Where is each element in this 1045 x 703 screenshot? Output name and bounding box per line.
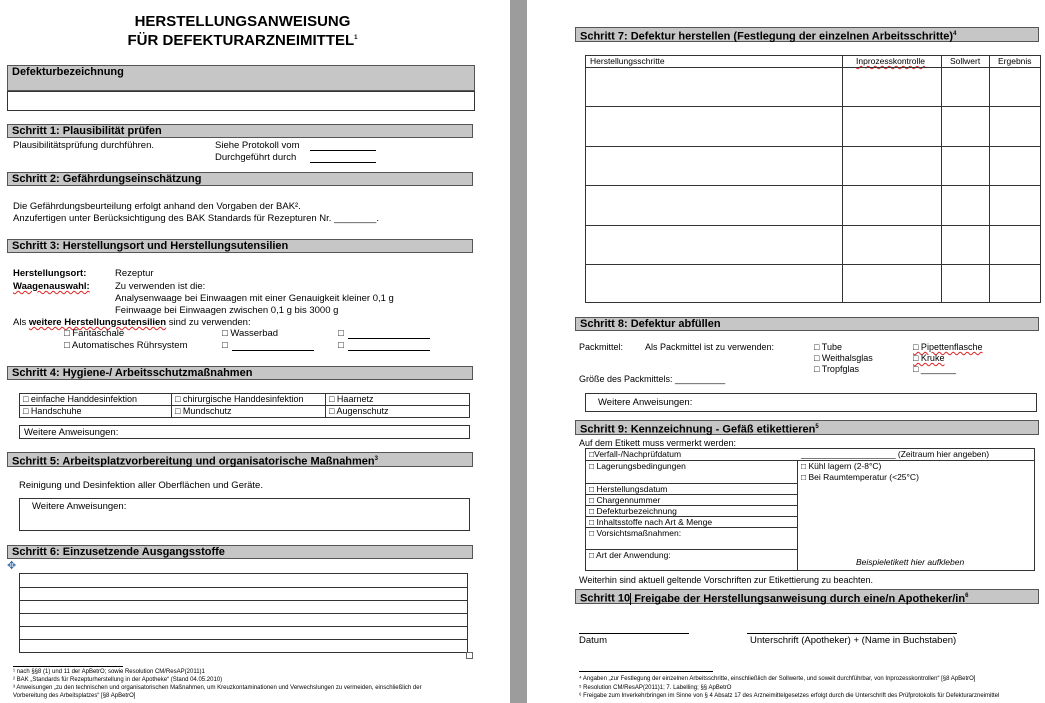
document-page-left — [0, 0, 510, 703]
checkbox-fantaschale[interactable]: □ Fantaschale — [64, 328, 125, 339]
checkbox-kuehl[interactable]: □ Kühl lagern (2-8°C) — [801, 461, 882, 471]
doc-title-line2-text: FÜR DEFEKTURARZNEIMITTEL — [127, 32, 355, 49]
step9-intro: Auf dem Etikett muss vermerkt werden: — [579, 438, 737, 448]
table-row — [20, 406, 470, 418]
step7-header — [575, 27, 1039, 42]
table-row-divider — [20, 613, 467, 614]
checkbox-ruehrsystem[interactable]: □ Automatisches Rührsystem — [64, 340, 188, 351]
step8-packmittel-label: Packmittel: — [579, 342, 624, 352]
step8-als-text: Als Packmittel ist zu verwenden: — [645, 342, 775, 352]
step3-ort-value: Rezeptur — [115, 268, 154, 279]
step1-header: Schritt 1: Plausibilität prüfen — [7, 124, 473, 138]
checkbox-anwendung[interactable]: □ Art der Anwendung: — [589, 550, 671, 560]
table-row-divider — [586, 146, 1040, 147]
checkbox-tube[interactable]: □ Tube — [814, 342, 842, 352]
step10-header-a: Schritt 10 — [580, 592, 631, 605]
step8-header: Schritt 8: Defektur abfüllen — [575, 317, 1039, 331]
step5-header-text: Schritt 5: Arbeitsplatzvorbereitung und organisatorische Maßnahmen — [12, 455, 375, 468]
footnote-ref: 3 — [374, 456, 378, 462]
datum-label: Datum — [579, 635, 607, 646]
footnote-ref: 4 — [953, 31, 957, 37]
col-divider — [842, 56, 843, 302]
footnote-separator — [579, 671, 713, 672]
step3-waage-line2: Analysenwaage bei Einwaagen mit einer Genauigkeit kleiner 0,1 g — [115, 293, 394, 304]
defektur-header: Defekturbezeichnung — [7, 65, 475, 91]
checkbox-chirurgisch[interactable]: □ chirurgische Handdesinfektion — [172, 394, 326, 406]
step4-weitere-label: Weitere Anweisungen: — [24, 427, 119, 438]
checkbox-herstellungsdatum[interactable]: □ Herstellungsdatum — [589, 484, 668, 494]
step2-header: Schritt 2: Gefährdungseinschätzung — [7, 172, 473, 186]
step10-header — [575, 589, 1039, 604]
document-page-right — [527, 0, 1045, 703]
col-header-ergebnis: Ergebnis — [998, 56, 1032, 66]
footnote-ref: 6 — [965, 593, 969, 599]
step4-hygiene-table — [19, 393, 470, 418]
footnote-separator — [13, 666, 123, 667]
checkbox-tropfglas[interactable]: □ Tropfglas — [814, 364, 859, 374]
checkbox-other-2[interactable]: □ — [222, 340, 228, 351]
col-divider — [797, 460, 798, 570]
step9-weiterhin: Weiterhin sind aktuell geltende Vorschriften zur Etikettierung zu beachten. — [579, 575, 874, 585]
step3-waage-line3: Feinwaage bei Einwaagen zwischen 0,1 g bis 3000 g — [115, 305, 339, 316]
step1-text: Plausibilitätsprüfung durchführen. — [13, 140, 155, 151]
checkbox-handschuhe[interactable]: □ Handschuhe — [20, 406, 172, 418]
step1-protokoll-field[interactable] — [310, 140, 376, 151]
step6-stoffe-table — [19, 573, 468, 653]
defektur-field[interactable] — [7, 91, 475, 111]
step3-waage-line1: Zu verwenden ist die: — [115, 281, 206, 292]
step5-weitere-label: Weitere Anweisungen: — [32, 501, 127, 512]
other-3-field[interactable] — [348, 340, 430, 351]
footnote-1: ¹ nach §§8 (1) und 11 der ApBetrO; sowie Resolution CM/ResAP(2011)1 — [13, 669, 205, 675]
step5-text: Reinigung und Desinfektion aller Oberflächen und Geräte. — [19, 480, 263, 491]
checkbox-defekturbezeichnung[interactable]: □ Defekturbezeichnung — [589, 506, 677, 516]
step9-beispiel-label: Beispieletikett hier aufkleben — [856, 557, 965, 567]
step2-line2: Anzufertigen unter Berücksichtigung des BAK Standards für Rezepturen Nr. ________. — [13, 213, 379, 224]
doc-title — [0, 13, 485, 49]
step7-header-text: Schritt 7: Defektur herstellen (Festlegung der einzelnen Arbeitsschritte) — [580, 30, 954, 43]
checkbox-handdesinfektion[interactable]: □ einfache Handdesinfektion — [20, 394, 172, 406]
doc-title-line2 — [0, 30, 485, 49]
step2-line1: Die Gefährdungsbeurteilung erfolgt anhand den Vorgaben der BAK². — [13, 201, 301, 212]
step8-groesse: Größe des Packmittels: __________ — [579, 374, 726, 384]
step8-weitere-label: Weitere Anweisungen: — [598, 397, 693, 408]
checkbox-wasserbad[interactable]: □ Wasserbad — [222, 328, 279, 339]
step10-header-b: Freigabe der Herstellungsanweisung durch eine/n Apotheker/in — [631, 592, 966, 605]
footnote-3-cont: Vorbereitung des Arbeitsplatzes“ [§8 ApBetrO] — [13, 693, 136, 699]
table-row-divider — [586, 106, 1040, 107]
unterschrift-signature-line[interactable] — [747, 633, 957, 634]
step9-header-text: Schritt 9: Kennzeichnung - Gefäß etikettieren — [580, 423, 816, 436]
step4-header: Schritt 4: Hygiene-/ Arbeitsschutzmaßnahmen — [7, 366, 473, 380]
checkbox-vorsichtsmassnahmen[interactable]: □ Vorsichtsmaßnahmen: — [589, 528, 682, 538]
step9-etikett-table — [585, 448, 1035, 571]
checkbox-mundschutz[interactable]: □ Mundschutz — [172, 406, 326, 418]
table-row-divider — [586, 225, 1040, 226]
col-header-inprozesskontrolle: Inprozesskontrolle — [856, 56, 925, 66]
checkbox-raumtemperatur[interactable]: □ Bei Raumtemperatur (<25°C) — [801, 472, 919, 482]
col-header-herstellungsschritte: Herstellungsschritte — [590, 56, 665, 66]
checkbox-augenschutz[interactable]: □ Augenschutz — [326, 406, 470, 418]
step1-durch-field[interactable] — [310, 152, 376, 163]
checkbox-chargennummer[interactable]: □ Chargennummer — [589, 495, 661, 505]
checkbox-weithalsglas[interactable]: □ Weithalsglas — [814, 353, 873, 363]
table-row-divider — [20, 639, 467, 640]
table-row-divider — [586, 185, 1040, 186]
footnote-ref: 5 — [815, 424, 819, 430]
table-row-divider — [20, 626, 467, 627]
footnote-6: ⁶ Freigabe zum Inverkehrbringen im Sinne von § 4 Absatz 17 des Arzneimittelgesetzes erfolgt durch die Unterschrift des Prüfprotokolls für Defekturarzneimittel — [579, 693, 1000, 699]
step1-durch-label: Durchgeführt durch — [215, 152, 297, 163]
footnote-5: ⁵ Resolution CM/ResAP(2011)1; 7. Labelling; §§ ApBetrO — [579, 685, 732, 691]
checkbox-other-3[interactable]: □ — [338, 340, 344, 351]
footnote-3: ³ Anweisungen „zu den technischen und organisatorischen Maßnahmen, um Kreuzkontaminationen und Verwechslungen zu vermeiden, einschließlich der — [13, 685, 422, 691]
unterschrift-label: Unterschrift (Apotheker) + (Name in Buchstaben) — [750, 635, 957, 646]
table-row — [20, 394, 470, 406]
col-divider — [941, 56, 942, 302]
step3-header: Schritt 3: Herstellungsort und Herstellungsutensilien — [7, 239, 473, 253]
datum-signature-line[interactable] — [579, 633, 689, 634]
page-gutter — [510, 0, 527, 703]
checkbox-lagerung[interactable]: □ Lagerungsbedingungen — [589, 461, 686, 471]
step3-weitere-pre: Als — [13, 317, 29, 328]
table-resize-handle[interactable] — [466, 652, 473, 659]
table-row-divider — [20, 600, 467, 601]
step4-weitere-field[interactable] — [19, 425, 470, 439]
footnote-4: ⁴ Angaben „zur Festlegung der einzelnen Arbeitsschritte, einschließlich der Sollwerte, und soweit durchführbar, von Inprozesskontrollen“ [§8 ApBetrO] — [579, 676, 976, 682]
checkbox-haarnetz[interactable]: □ Haarnetz — [326, 394, 470, 406]
step8-weitere-field[interactable] — [585, 393, 1037, 412]
checkbox-pipettenflasche[interactable]: □ Pipettenflasche — [913, 342, 983, 352]
step3-weitere-post: sind zu verwenden: — [166, 317, 251, 328]
step9-header — [575, 420, 1039, 435]
checkbox-other-packmittel[interactable]: □ _______ — [913, 364, 956, 374]
table-row-divider — [20, 587, 467, 588]
checkbox-inhaltsstoffe[interactable]: □ Inhaltsstoffe nach Art & Menge — [589, 517, 713, 527]
step7-steps-table — [585, 55, 1041, 303]
step3-weitere — [13, 317, 251, 328]
other-1-field[interactable] — [348, 328, 430, 339]
move-handle-icon[interactable]: ✥ — [7, 560, 17, 572]
checkbox-verfall[interactable]: □Verfall-/Nachprüfdatum — [589, 449, 682, 459]
checkbox-kruke[interactable]: □ Kruke — [913, 353, 945, 363]
step6-header: Schritt 6: Einzusetzende Ausgangsstoffe — [7, 545, 473, 559]
step3-ort-label: Herstellungsort: — [13, 268, 87, 279]
step1-protokoll-label: Siehe Protokoll vom — [215, 140, 300, 151]
step3-waage-label: Waagenauswahl: — [13, 281, 90, 292]
step9-zeitraum[interactable]: ____________________ (Zeitraum hier angeben) — [801, 449, 990, 459]
col-divider — [989, 56, 990, 302]
step5-weitere-field[interactable] — [19, 498, 470, 531]
table-row-divider — [586, 67, 1040, 68]
footnote-ref: 1 — [354, 35, 358, 41]
other-2-field[interactable] — [232, 340, 314, 351]
footnote-2: ² BAK „Standards für Rezepturherstellung in der Apotheke“ (Stand 04.05.2010) — [13, 677, 223, 683]
col-header-sollwert: Sollwert — [950, 56, 981, 66]
checkbox-other-1[interactable]: □ — [338, 328, 344, 339]
table-row-divider — [586, 264, 1040, 265]
step3-weitere-bold: weitere Herstellungsutensilien — [28, 317, 167, 328]
doc-title-line1: HERSTELLUNGSANWEISUNG — [134, 13, 351, 30]
step5-header — [7, 452, 473, 467]
